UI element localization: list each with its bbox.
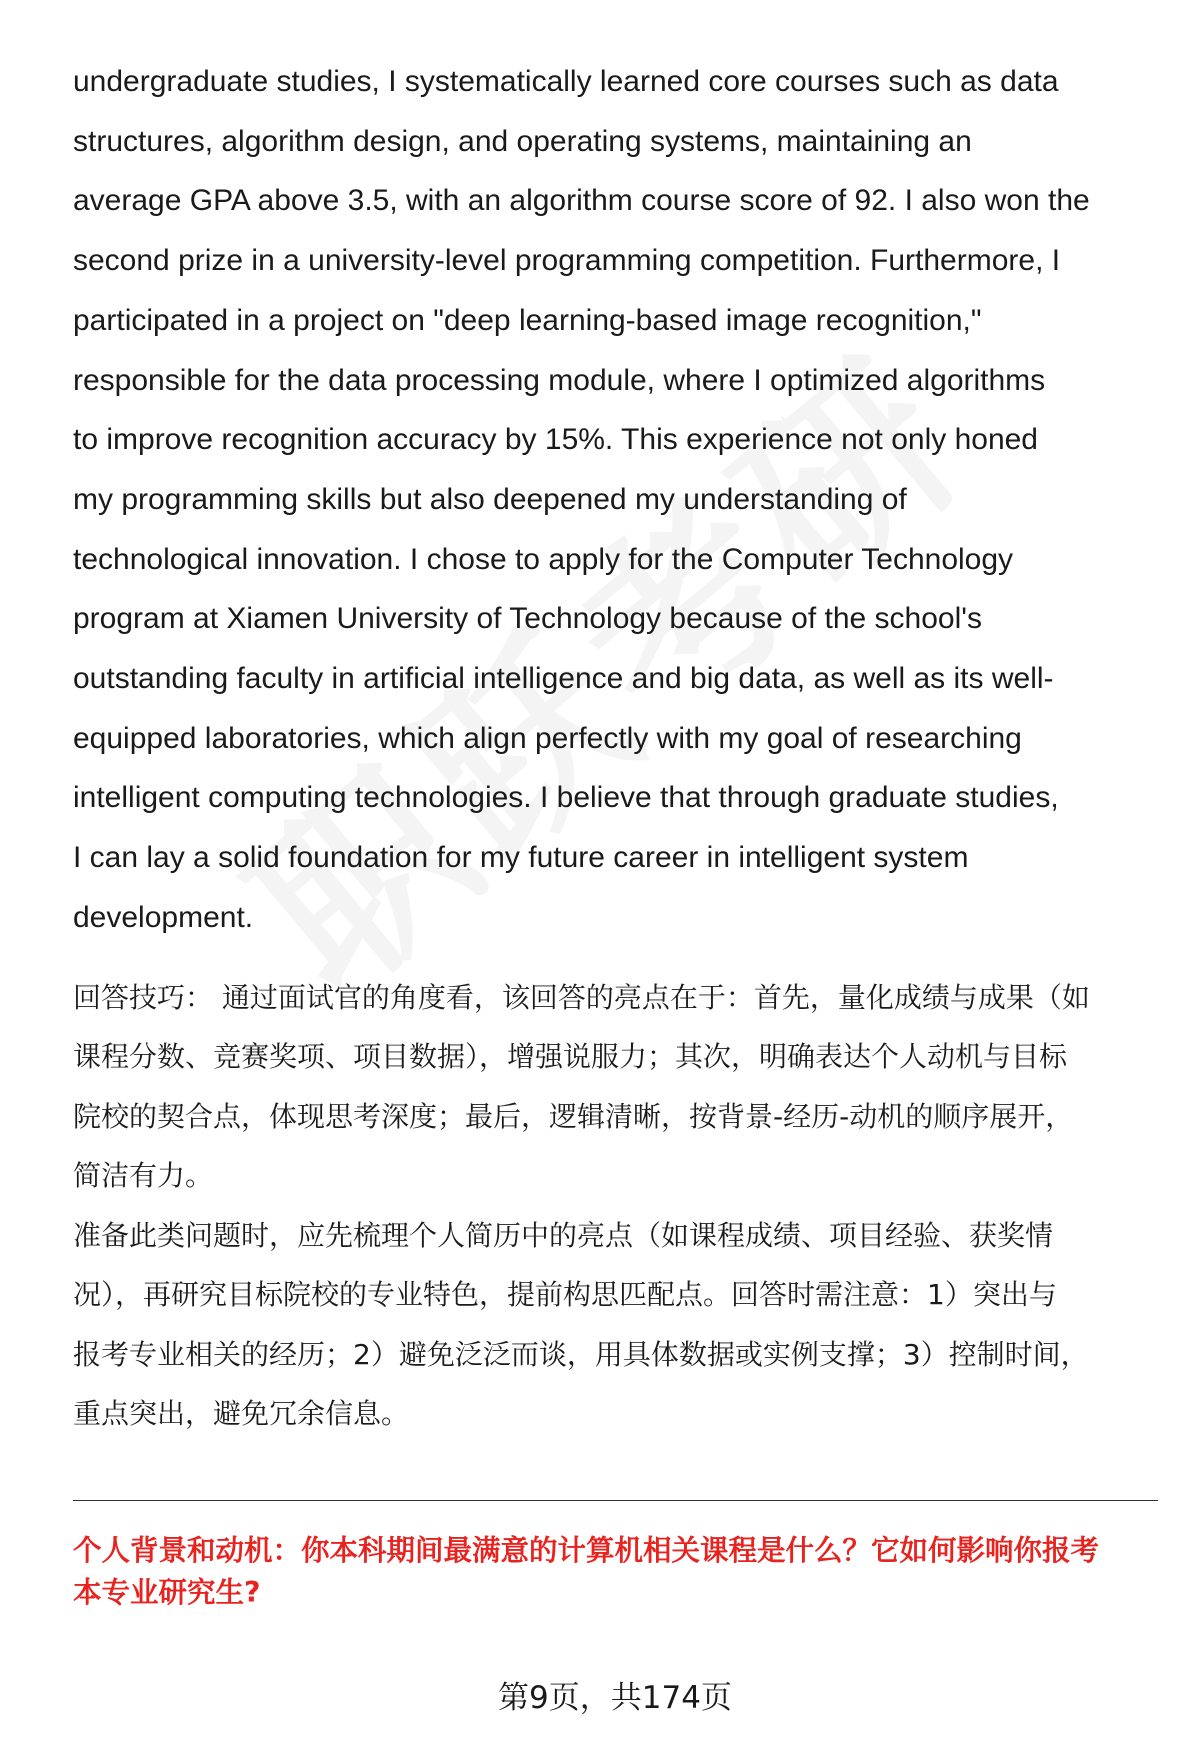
tips-line: 准备此类问题时，应先梳理个人简历中的亮点（如课程成绩、项目经验、获奖情 xyxy=(73,1218,1054,1252)
section-divider xyxy=(73,1500,1158,1501)
page-content xyxy=(73,52,1158,1444)
tips-line: 重点突出，避免冗余信息。 xyxy=(73,1397,410,1431)
tips-line: 课程分数、竞赛奖项、项目数据），增强说服力；其次，明确表达个人动机与目标 xyxy=(73,1040,1068,1074)
question-heading xyxy=(73,1530,1163,1614)
answer-line: equipped laboratories, which align perfectly with my goal of researching xyxy=(73,721,1022,755)
answer-line: development. xyxy=(73,900,254,934)
question-line: 本专业研究生? xyxy=(73,1576,261,1609)
answer-line: second prize in a university-level programming competition. Furthermore, I xyxy=(73,244,1061,278)
tips-line: 况），再研究目标院校的专业特色，提前构思匹配点。回答时需注意：1）突出与 xyxy=(73,1278,1057,1312)
tips-line: 简洁有力。 xyxy=(73,1159,214,1193)
answer-line: outstanding faculty in artificial intelligence and big data, as well as its well- xyxy=(73,662,1054,696)
answer-line: intelligent computing technologies. I believe that through graduate studies, xyxy=(73,781,1059,815)
tips-line: 报考专业相关的经历；2）避免泛泛而谈，用具体数据或实例支撑；3）控制时间， xyxy=(73,1337,1089,1371)
answer-line: my programming skills but also deepened my understanding of xyxy=(73,482,907,516)
answer-line: undergraduate studies, I systematically learned core courses such as data xyxy=(73,65,1059,98)
answer-line: participated in a project on "deep learning-based image recognition," xyxy=(73,303,982,337)
answer-tips xyxy=(73,968,1158,1444)
answer-line: to improve recognition accuracy by 15%. This experience not only honed xyxy=(73,423,1038,457)
question-line: 个人背景和动机：你本科期间最满意的计算机相关课程是什么？它如何影响你报考 xyxy=(73,1534,1100,1567)
answer-line: technological innovation. I chose to apply for the Computer Technology xyxy=(73,542,1014,576)
answer-line: responsible for the data processing module, where I optimized algorithms xyxy=(73,363,1046,397)
answer-line: program at Xiamen University of Technology because of the school's xyxy=(73,602,982,636)
tips-line: 院校的契合点，体现思考深度；最后，逻辑清晰，按背景-经历-动机的顺序展开， xyxy=(73,1099,1074,1133)
answer-line: average GPA above 3.5, with an algorithm course score of 92. I also won the xyxy=(73,184,1090,218)
tips-line: 回答技巧： 通过面试官的角度看，该回答的亮点在于：首先，量化成绩与成果（如 xyxy=(73,980,1090,1014)
answer-line: I can lay a solid foundation for my future career in intelligent system xyxy=(73,841,969,875)
answer-paragraph xyxy=(73,52,1158,948)
answer-line: structures, algorithm design, and operating systems, maintaining an xyxy=(73,124,972,158)
page-number: 第9页，共174页 xyxy=(498,1680,732,1716)
